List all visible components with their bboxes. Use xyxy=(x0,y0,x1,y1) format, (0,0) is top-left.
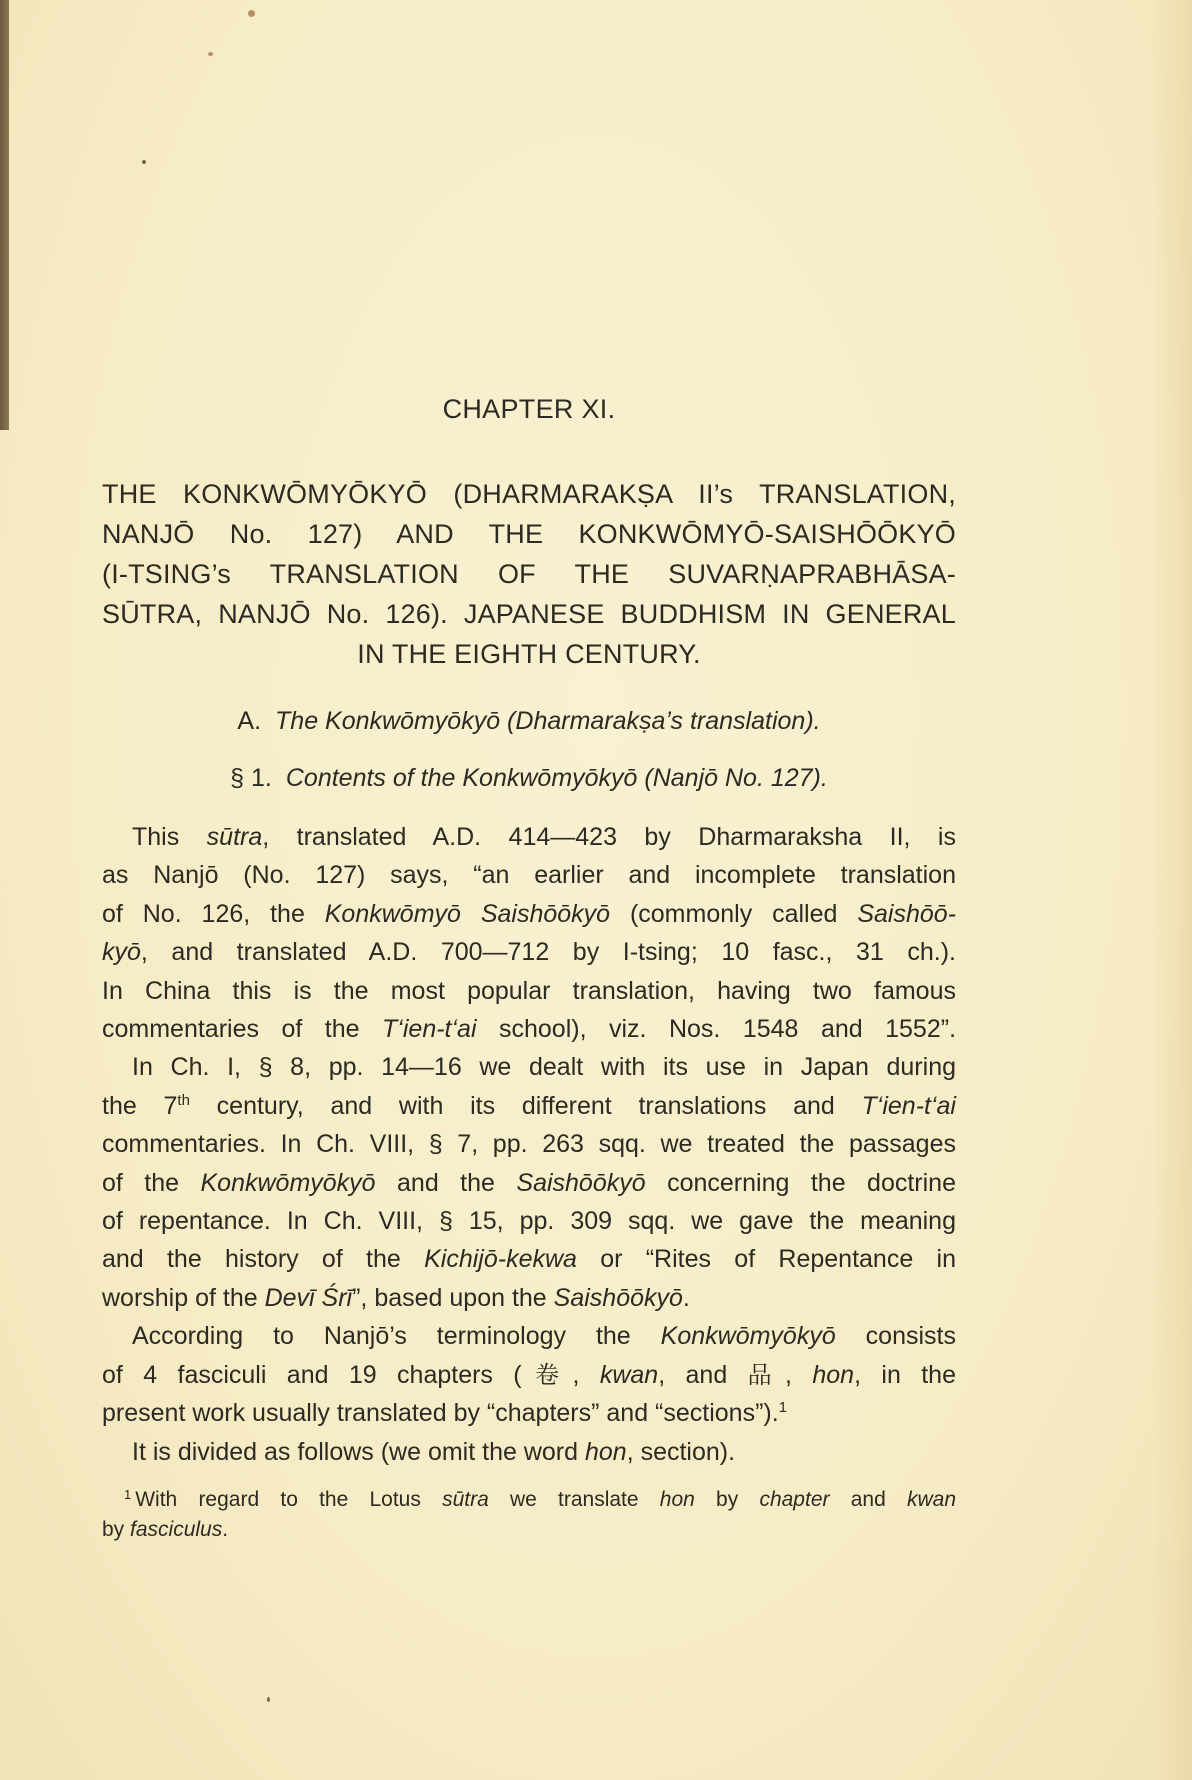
text-line: In Ch. I, § 8, pp. 14—16 we dealt with its use in Japan during xyxy=(132,1053,956,1082)
text: (commonly called xyxy=(610,899,858,928)
text: , and xyxy=(658,1360,748,1389)
text-line xyxy=(102,1356,956,1394)
italic-term: Kichijō-kekwa xyxy=(424,1245,577,1274)
text-line xyxy=(102,1087,956,1125)
text: the 7 xyxy=(102,1091,178,1120)
cjk-character: 卷 xyxy=(521,1360,573,1389)
italic-term: chapter xyxy=(759,1488,830,1511)
text: . xyxy=(682,1283,690,1312)
italic-term: Saishōō- xyxy=(857,899,956,928)
chapter-title-line: (I-TSING’s TRANSLATION OF THE SUVARṆAPRABHĀSA- xyxy=(102,559,956,589)
text: or “Rites of Repentance in xyxy=(576,1245,956,1274)
italic-term: kwan xyxy=(906,1488,956,1511)
text: According to Nanjō’s terminology the xyxy=(132,1322,661,1351)
text: and xyxy=(829,1488,907,1511)
footnote xyxy=(102,1485,956,1545)
superscript: th xyxy=(177,1091,190,1109)
italic-term: Saishōōkyō xyxy=(553,1283,683,1312)
text-line xyxy=(102,1394,956,1432)
text: It is divided as follows (we omit the word xyxy=(132,1437,585,1466)
text: . xyxy=(222,1518,229,1541)
text-line xyxy=(102,1240,956,1278)
paper-speck xyxy=(267,1697,270,1702)
page-shadow xyxy=(1152,0,1192,1780)
paper-speck xyxy=(208,52,213,56)
heading-label: A. xyxy=(237,707,262,735)
text-line: as Nanjō (No. 127) says, “an earlier and incomplete translation xyxy=(102,861,956,890)
text-line: In China this is the most popular translation, having two famous xyxy=(102,976,956,1005)
text-line: commentaries. In Ch. VIII, § 7, pp. 263 sqq. we treated the passages xyxy=(102,1130,956,1159)
heading-title: Contents of the Konkwōmyōkyō (Nanjō No. 127). xyxy=(285,764,828,792)
paragraph-1 xyxy=(102,818,956,1048)
text: century, and with its different translations and xyxy=(189,1091,862,1120)
italic-term: kyō xyxy=(102,938,141,967)
italic-term: hon xyxy=(659,1488,695,1511)
italic-term: Konkwōmyōkyō xyxy=(660,1322,836,1351)
text: With regard to the Lotus xyxy=(135,1488,443,1511)
text: of No. 126, the xyxy=(102,899,325,928)
footnote-line xyxy=(102,1515,956,1545)
text-line xyxy=(102,1164,956,1202)
cjk-character: 品 xyxy=(747,1360,786,1389)
text-line xyxy=(102,1317,956,1355)
text: , in the xyxy=(854,1360,956,1389)
text-line xyxy=(102,1279,956,1317)
text: worship of the xyxy=(102,1283,265,1312)
text: and the xyxy=(375,1168,517,1197)
italic-term: Konkwōmyōkyō xyxy=(200,1168,376,1197)
paragraph-2 xyxy=(102,1048,956,1317)
text: of the xyxy=(102,1168,201,1197)
chapter-title-line: SŪTRA, NANJŌ No. 126). JAPANESE BUDDHISM IN GENERAL xyxy=(102,599,956,629)
footnote-line xyxy=(102,1485,956,1515)
text: by xyxy=(102,1518,131,1541)
paragraph-4 xyxy=(102,1433,956,1471)
text-line xyxy=(102,818,956,856)
text: ”, based upon the xyxy=(352,1283,554,1312)
text-line xyxy=(102,895,956,933)
chapter-title xyxy=(102,474,956,674)
italic-term: sūtra xyxy=(206,823,263,851)
text: consists xyxy=(835,1322,956,1351)
heading-label: § 1. xyxy=(230,764,272,792)
text: , section). xyxy=(626,1437,736,1466)
chapter-title-line: IN THE EIGHTH CENTURY. xyxy=(357,639,701,669)
chapter-number: CHAPTER XI. xyxy=(442,394,616,424)
italic-term: Devī Śrī xyxy=(264,1283,353,1312)
heading-title: The Konkwōmyōkyō (Dharmarakṣa’s translation). xyxy=(275,707,821,735)
footnote-reference[interactable]: 1 xyxy=(778,1399,788,1417)
text: present work usually translated by “chapters” and “sections”). xyxy=(102,1399,779,1428)
italic-term: hon xyxy=(812,1360,855,1389)
text: , xyxy=(572,1360,600,1389)
chapter-title-line: NANJŌ No. 127) AND THE KONKWŌMYŌ-SAISHŌŌKYŌ xyxy=(102,519,956,549)
paper-speck xyxy=(248,10,255,17)
chapter-title-line: THE KONKWŌMYŌKYŌ (DHARMARAKṢA II’s TRANSLATION, xyxy=(102,479,956,509)
text-line xyxy=(102,1010,956,1048)
section-heading-s1 xyxy=(102,764,956,793)
paper-speck xyxy=(142,160,146,164)
footnote-mark: 1 xyxy=(124,1487,132,1502)
italic-term: fasciculus xyxy=(130,1518,223,1541)
text-line xyxy=(102,1433,956,1471)
body-text xyxy=(102,818,956,1471)
text: of 4 fasciculi and 19 chapters ( xyxy=(102,1360,522,1389)
text: by xyxy=(694,1488,760,1511)
text: This xyxy=(132,823,207,851)
italic-term: Konkwōmyō Saishōōkyō xyxy=(324,899,611,928)
text: , and translated A.D. 700—712 by I-tsing; 10 fasc., 31 ch.). xyxy=(140,938,956,967)
italic-term: T‘ien-t‘ai xyxy=(382,1015,477,1044)
italic-term: kwan xyxy=(599,1360,659,1389)
text: school), viz. Nos. 1548 and 1552”. xyxy=(476,1015,957,1044)
italic-term: sūtra xyxy=(442,1488,489,1511)
text: , translated A.D. 414—423 by Dharmaraksha II, is xyxy=(262,823,956,851)
text-line xyxy=(102,933,956,971)
binding-edge xyxy=(0,0,9,430)
text-line: of repentance. In Ch. VIII, § 15, pp. 309 sqq. we gave the meaning xyxy=(102,1207,956,1236)
text: we translate xyxy=(488,1488,660,1511)
italic-term: Saishōōkyō xyxy=(516,1168,646,1197)
paragraph-3 xyxy=(102,1317,956,1432)
text: , xyxy=(785,1360,813,1389)
text: commentaries of the xyxy=(102,1015,383,1044)
text: and the history of the xyxy=(102,1245,425,1274)
italic-term: T‘ien-t‘ai xyxy=(861,1091,956,1120)
section-heading-a xyxy=(102,707,956,736)
italic-term: hon xyxy=(584,1437,627,1466)
text: concerning the doctrine xyxy=(645,1168,956,1197)
